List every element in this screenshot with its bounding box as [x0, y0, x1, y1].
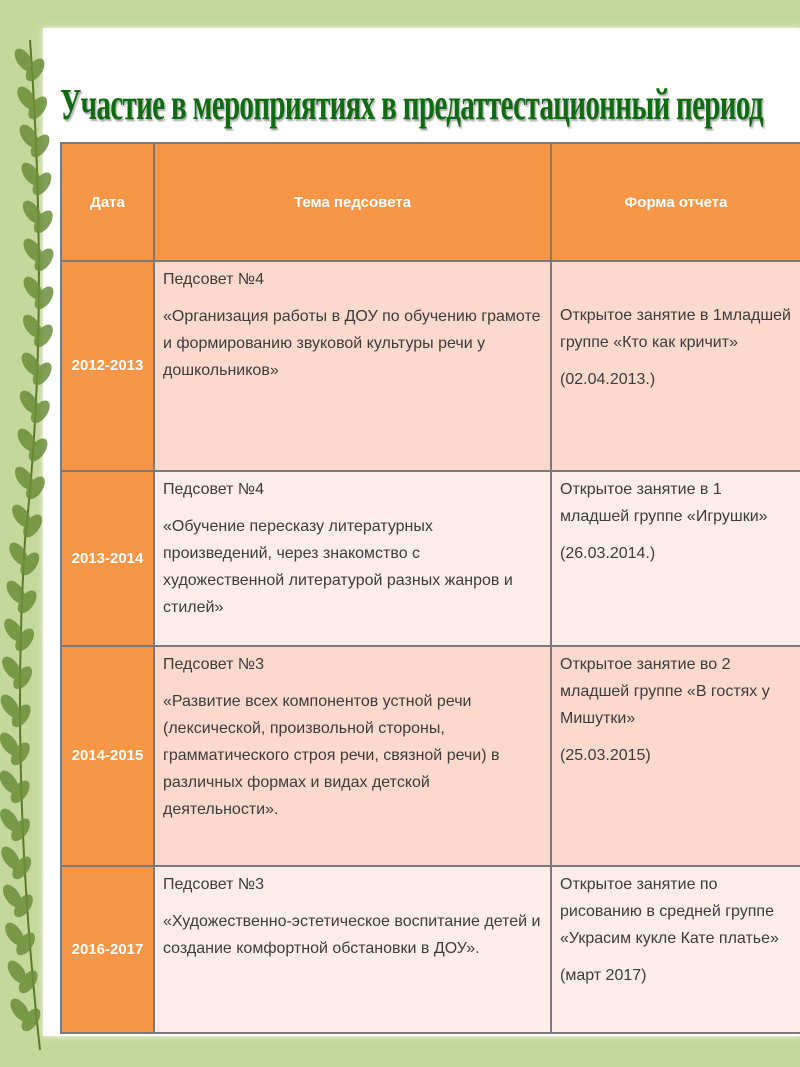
report-date: (02.04.2013.): [560, 371, 656, 388]
topic-number: Педсовет №4: [163, 481, 264, 498]
report-text: Открытое занятие по рисованию в средней группе «Украсим кукле Кате платье»: [560, 876, 779, 947]
topic-text: «Развитие всех компонентов устной речи (лексической, произвольной стороны, грамматического строя речи, связной речи) в различных формах и видах детской деятельности».: [163, 693, 500, 818]
table-row: [61, 261, 800, 471]
topic-number: Педсовет №3: [163, 876, 264, 893]
topic-cell: [154, 261, 551, 471]
table-header-row: [61, 143, 800, 261]
topic-cell: [154, 646, 551, 866]
table-row: [61, 646, 800, 866]
topic-text: «Организация работы в ДОУ по обучению грамоте и формированию звуковой культуры речи у дошкольников»: [163, 308, 541, 379]
report-date: (март 2017): [560, 967, 647, 984]
report-cell: [551, 261, 800, 471]
date-cell: 2016-2017: [61, 866, 154, 1033]
date-cell: 2013-2014: [61, 471, 154, 646]
report-cell: [551, 866, 800, 1033]
report-date: (26.03.2014.): [560, 545, 656, 562]
table-row: [61, 471, 800, 646]
topic-cell: [154, 471, 551, 646]
events-table: [60, 142, 800, 1034]
report-text: Открытое занятие в 1 младшей группе «Игрушки»: [560, 481, 768, 525]
date-cell: 2014-2015: [61, 646, 154, 866]
topic-text: «Обучение пересказу литературных произведений, через знакомство с художественной литературой разных жанров и стилей»: [163, 518, 513, 616]
topic-number: Педсовет №4: [163, 271, 264, 288]
page-title: Участие в мероприятиях в предаттестационный период: [60, 80, 763, 129]
date-cell: 2012-2013: [61, 261, 154, 471]
report-cell: [551, 471, 800, 646]
header-date: Дата: [61, 143, 154, 261]
report-text: Открытое занятие в 1младшей группе «Кто как кричит»: [560, 307, 791, 351]
header-report: Форма отчета: [551, 143, 800, 261]
header-topic: Тема педсовета: [154, 143, 551, 261]
leaf-vine-decoration: [0, 20, 60, 1060]
report-cell: [551, 646, 800, 866]
topic-number: Педсовет №3: [163, 656, 264, 673]
topic-text: «Художественно-эстетическое воспитание детей и создание комфортной обстановки в ДОУ».: [163, 913, 541, 957]
report-text: Открытое занятие во 2 младшей группе «В гостях у Мишутки»: [560, 656, 770, 727]
table-row: [61, 866, 800, 1033]
report-date: (25.03.2015): [560, 747, 651, 764]
topic-cell: [154, 866, 551, 1033]
